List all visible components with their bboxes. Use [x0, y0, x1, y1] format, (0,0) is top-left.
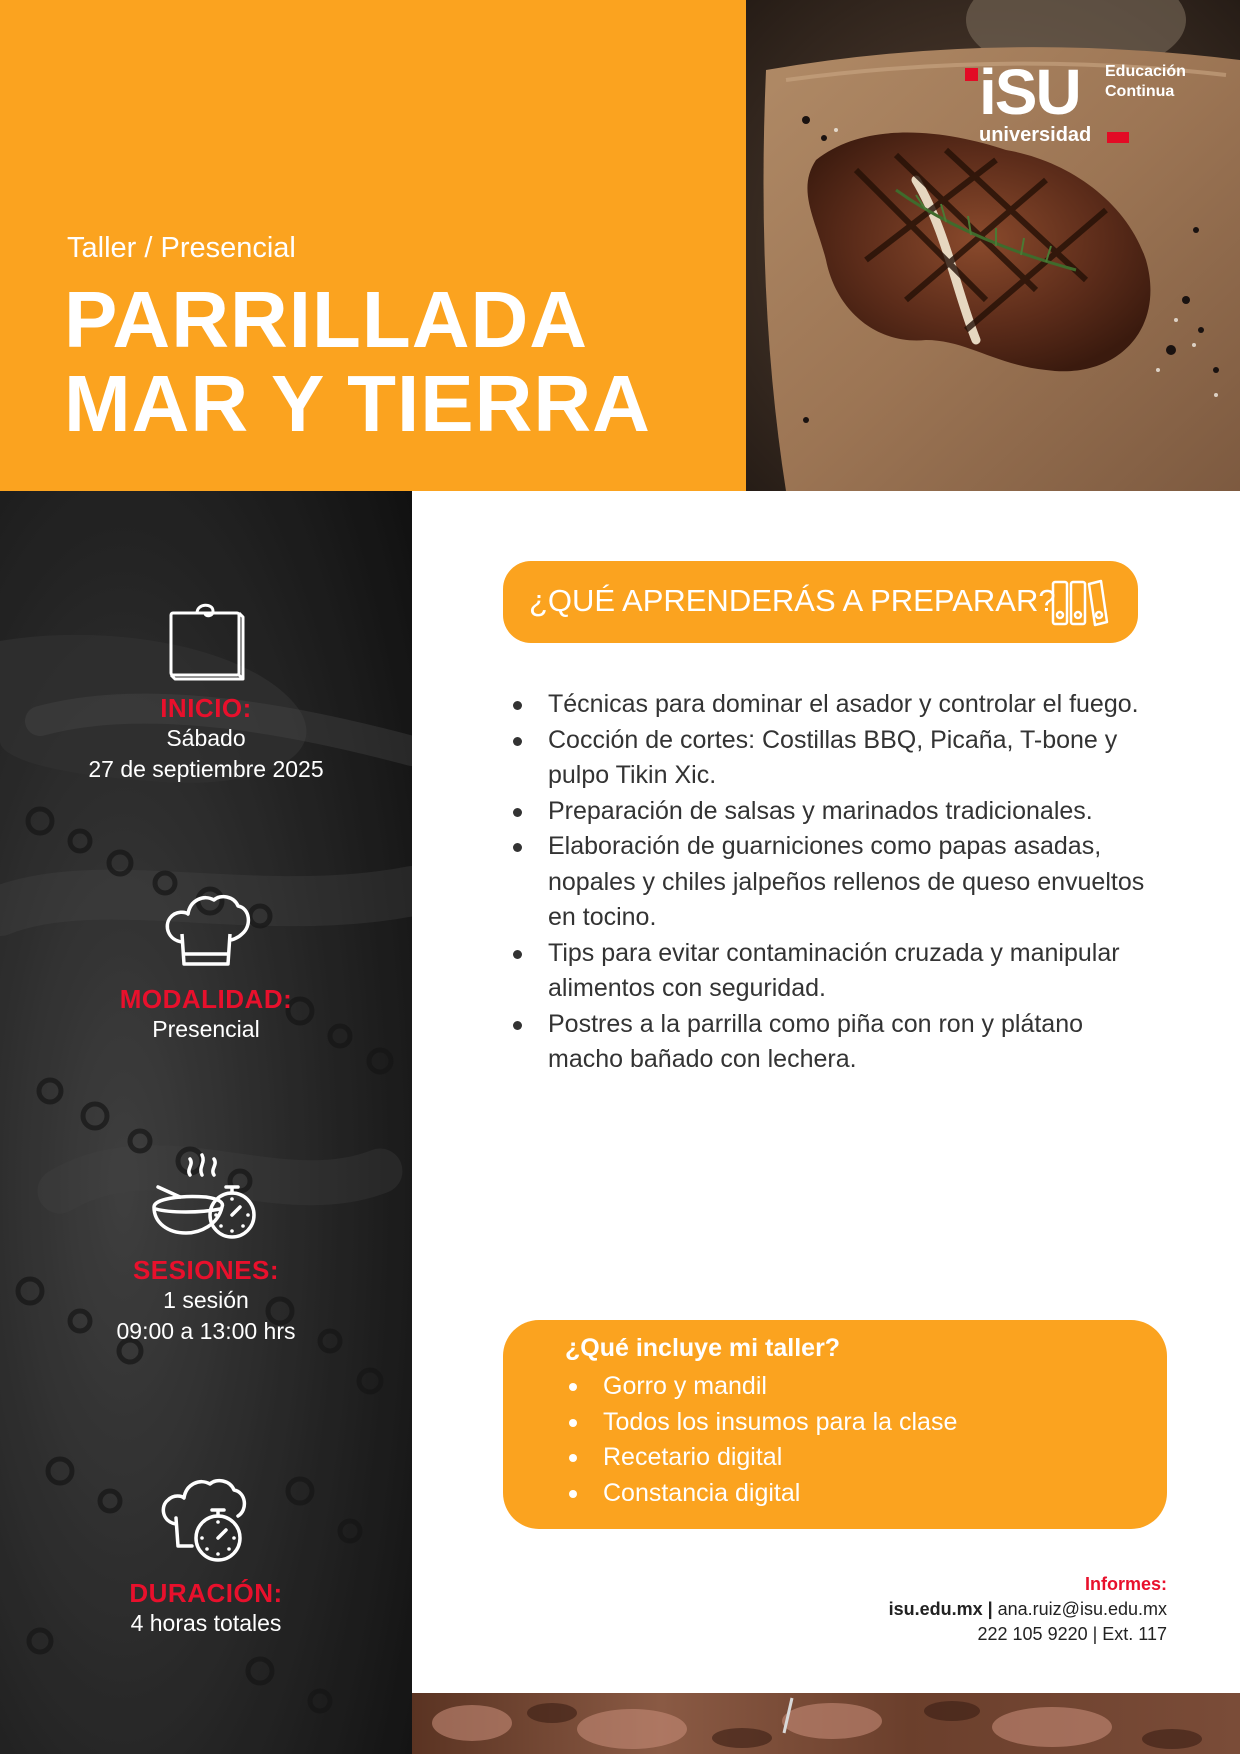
duration-label: DURACIÓN:	[129, 1578, 283, 1608]
info-sessions	[0, 1151, 412, 1347]
contact-separator: |	[982, 1599, 998, 1619]
contact-label: Informes:	[1084, 1574, 1167, 1594]
sessions-value	[0, 1285, 412, 1347]
includes-list	[603, 1369, 957, 1511]
logo-red-dot	[965, 68, 978, 81]
learn-list	[548, 687, 1148, 1078]
contact-web-email	[889, 1597, 1167, 1622]
sessions-label: SESIONES:	[132, 1255, 280, 1285]
start-value	[0, 723, 412, 785]
calendar-icon	[163, 599, 249, 683]
isu-logo	[965, 56, 1205, 150]
sliced-meat-photo	[412, 1693, 1240, 1754]
list-item: Elaboración de guarniciones como papas asadas, nopales y chiles jalpeños rellenos de queso envueltos en tocino.	[548, 829, 1148, 936]
mode-value	[0, 1014, 412, 1045]
duration-value	[0, 1608, 412, 1639]
sessions-count: 1 sesión	[163, 1287, 249, 1313]
footer-meat-photo	[412, 1693, 1240, 1754]
hat-stopwatch-icon	[158, 1474, 254, 1566]
title-line-2: MAR Y TIERRA	[64, 359, 651, 448]
mode-label: MODALIDAD:	[119, 984, 293, 1014]
logo-sub: universidad	[979, 124, 1092, 146]
list-item: Constancia digital	[603, 1476, 957, 1512]
page-title	[64, 275, 651, 448]
email-link[interactable]: ana.ruiz@isu.edu.mx	[997, 1599, 1167, 1619]
list-item: Técnicas para dominar el asador y controlar el fuego.	[548, 687, 1148, 723]
includes-box	[503, 1320, 1167, 1529]
logo-line-1: Educación	[1105, 63, 1186, 80]
logo-line-2: Continua	[1105, 83, 1175, 100]
duration-text: 4 horas totales	[130, 1610, 282, 1636]
start-day: Sábado	[166, 725, 246, 751]
workshop-type: Taller / Presencial	[67, 232, 296, 264]
sessions-time: 09:00 a 13:00 hrs	[116, 1318, 296, 1344]
sidebar-info	[0, 491, 412, 1754]
start-date: 27 de septiembre 2025	[88, 756, 324, 782]
info-start	[0, 599, 412, 785]
logo-red-bar	[1107, 132, 1129, 143]
info-mode	[0, 892, 412, 1045]
learn-title: ¿QUÉ APRENDERÁS A PREPARAR?	[529, 583, 1056, 618]
list-item: Postres a la parrilla como piña con ron y plátano macho bañado con lechera.	[548, 1007, 1148, 1078]
info-duration	[0, 1474, 412, 1639]
chef-hat-icon	[160, 892, 252, 968]
contact-info	[889, 1572, 1167, 1647]
logo-education-text	[1105, 62, 1186, 102]
list-item: Todos los insumos para la clase	[603, 1405, 957, 1441]
list-item: Preparación de salsas y marinados tradicionales.	[548, 794, 1148, 830]
learn-heading	[503, 561, 1138, 643]
start-label: INICIO:	[160, 693, 252, 723]
list-item: Cocción de cortes: Costillas BBQ, Picaña, T-bone y pulpo Tikin Xic.	[548, 723, 1148, 794]
mode-text: Presencial	[152, 1016, 260, 1042]
includes-title: ¿Qué incluye mi taller?	[565, 1334, 841, 1362]
list-item: Gorro y mandil	[603, 1369, 957, 1405]
contact-phone: 222 105 9220 | Ext. 117	[977, 1624, 1167, 1644]
website-link[interactable]: isu.edu.mx	[888, 1599, 983, 1619]
books-icon	[1049, 578, 1109, 628]
pan-timer-icon	[150, 1151, 262, 1243]
title-line-1: PARRILLADA	[64, 275, 589, 364]
logo-brand: iSU	[979, 56, 1080, 128]
header-banner	[0, 0, 746, 491]
list-item: Recetario digital	[603, 1440, 957, 1476]
list-item: Tips para evitar contaminación cruzada y manipular alimentos con seguridad.	[548, 936, 1148, 1007]
